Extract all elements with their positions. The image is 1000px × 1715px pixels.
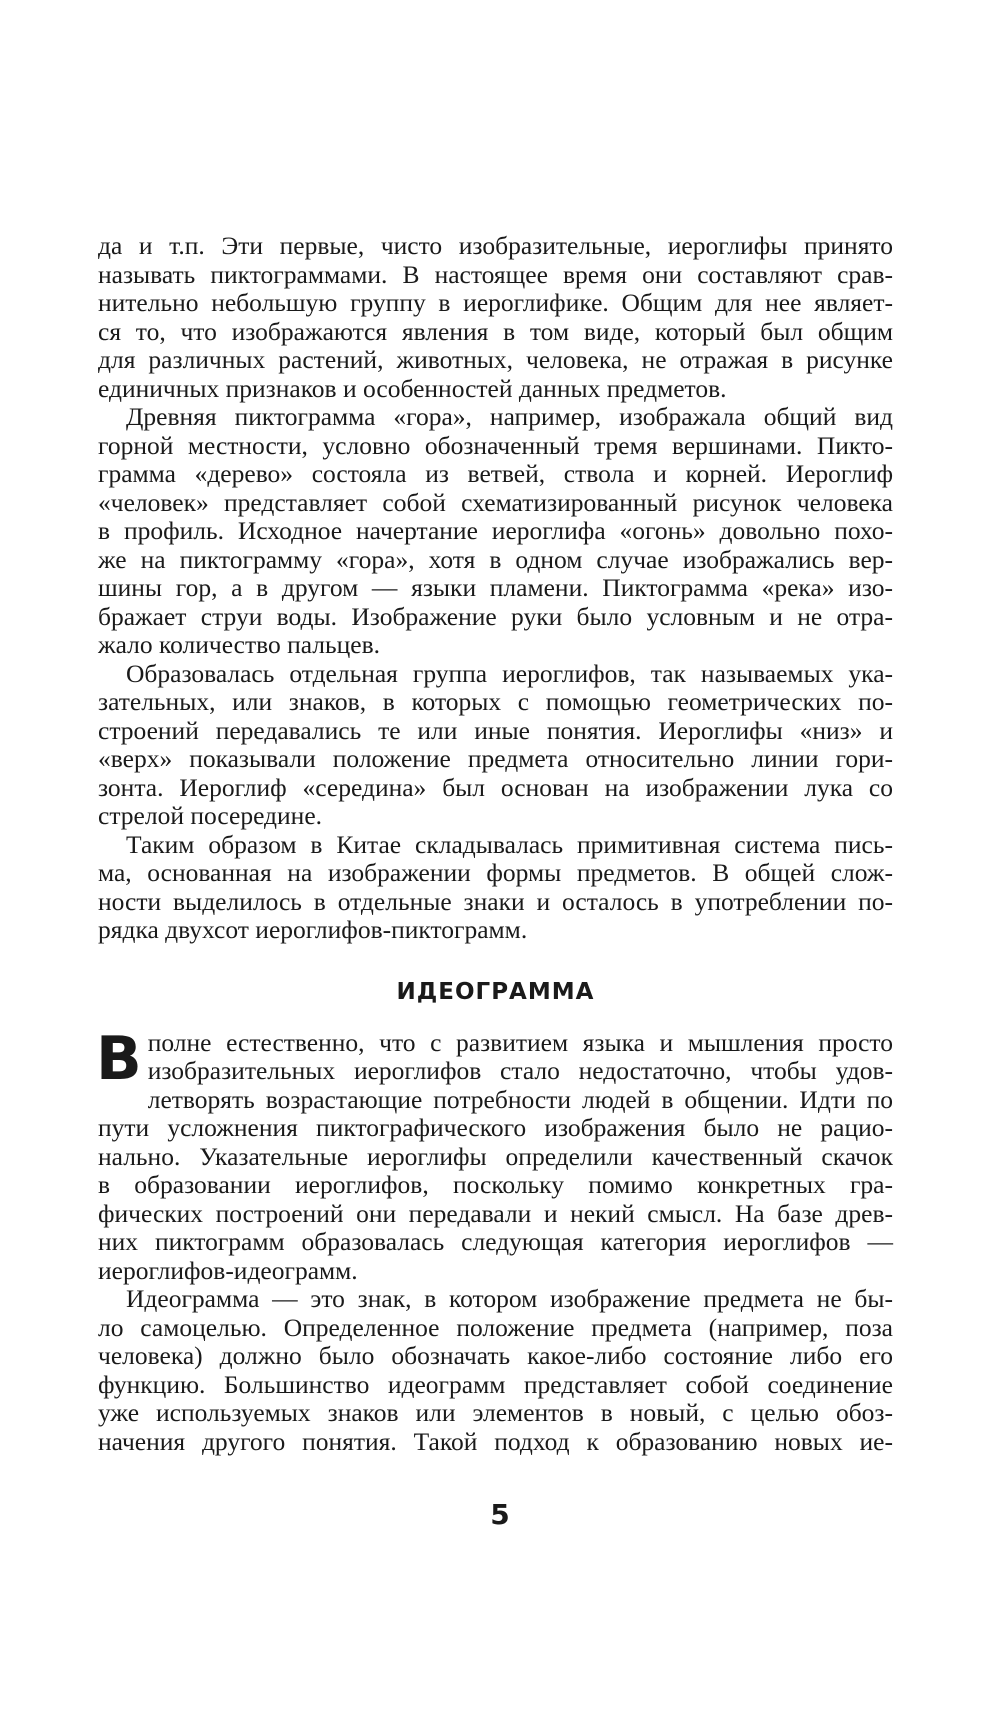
text-line: пути усложнения пиктографического изображения было не рацио- <box>98 1113 893 1142</box>
page-number: 5 <box>490 1498 510 1531</box>
text-line: жало количество пальцев. <box>98 630 381 659</box>
text-line: функцию. Большинство идеограмм представляет собой соединение <box>98 1369 893 1399</box>
text-line: нительно небольшую группу в иероглифике. Общим для нее являет- <box>98 288 893 317</box>
text-line: рядка двухсот иероглифов-пиктограмм. <box>98 915 528 944</box>
text-line: Таким образом в Китае складывалась примитивная система пись- <box>126 829 893 859</box>
text-line: «верх» показывали положение предмета относительно линии гори- <box>98 744 893 773</box>
text-line: единичных признаков и особенностей данных предметов. <box>98 373 727 403</box>
text-line: грамма «дерево» состояла из ветвей, ствола и корней. Иероглиф <box>98 459 893 488</box>
paragraph-2 <box>98 403 893 660</box>
text-line: них пиктограмм образовалась следующая категория иероглифов — <box>98 1227 893 1256</box>
text-line: начения другого понятия. Такой подход к образованию новых ие- <box>98 1426 893 1456</box>
text-line: «человек» представляет собой схематизированный рисунок человека <box>98 487 893 517</box>
text-line: ло самоцелью. Определенное положение предмета (например, поза <box>98 1312 893 1342</box>
text-line: стрелой посередине. <box>98 801 323 830</box>
paragraph-4 <box>98 831 893 945</box>
text-line: ся то, что изображаются явления в том виде, который был общим <box>98 316 893 346</box>
paragraph-1 <box>98 232 893 403</box>
section-title: ИДЕОГРАММА <box>396 978 595 1005</box>
text-line: называть пиктограммами. В настоящее время они составляют срав- <box>98 259 893 289</box>
drop-cap-letter: В <box>96 1023 142 1094</box>
text-line: шины гор, а в другом — языки пламени. Пиктограмма «река» изо- <box>98 573 893 602</box>
text-line: для различных растений, животных, человека, не отражая в рисунке <box>98 345 893 374</box>
text-line: же на пиктограмму «гора», хотя в одном случае изображались вер- <box>98 544 893 574</box>
text-line: строений передавались те или иные понятия. Иероглифы «низ» и <box>98 715 893 745</box>
text-line: бражает струи воды. Изображение руки было условным и не отра- <box>98 601 893 631</box>
text-line: Древняя пиктограмма «гора», например, изображала общий вид <box>126 402 893 431</box>
paragraph-3 <box>98 660 893 831</box>
paragraph-dropcap <box>96 1023 893 1286</box>
text-line: зательных, или знаков, в которых с помощью геометрических по- <box>98 687 893 716</box>
paragraph-last <box>98 1285 893 1456</box>
text-line: в профиль. Исходное начертание иероглифа «огонь» довольно похо- <box>98 516 893 545</box>
page-body <box>98 232 893 1456</box>
text-line: нально. Указательные иероглифы определили качественный скачок <box>98 1141 893 1171</box>
text-line: уже используемых знаков или элементов в новый, с целью обоз- <box>98 1398 893 1427</box>
text-line: ности выделилось в отдельные знаки и осталось в употреблении по- <box>98 886 893 916</box>
text-line: летворять возрастающие потребности людей в общении. Идти по <box>147 1084 893 1114</box>
text-line: да и т.п. Эти первые, чисто изобразительные, иероглифы принято <box>98 231 893 260</box>
text-line: изобразительных иероглифов стало недостаточно, чтобы удов- <box>147 1056 893 1085</box>
text-line: иероглифов-идеограмм. <box>98 1255 358 1285</box>
text-line: Образовалась отдельная группа иероглифов, так называемых ука- <box>126 658 893 688</box>
text-line: Идеограмма — это знак, в котором изображение предмета не бы- <box>126 1284 893 1313</box>
text-line: горной местности, условно обозначенный тремя вершинами. Пикто- <box>98 430 893 460</box>
text-line: ма, основанная на изображении формы предметов. В общей слож- <box>98 858 893 887</box>
text-line: в образовании иероглифов, поскольку помимо конкретных гра- <box>98 1170 893 1199</box>
text-line: человека) должно было обозначать какое-либо состояние либо его <box>98 1341 893 1370</box>
text-line: зонта. Иероглиф «середина» был основан на изображении лука со <box>98 772 893 802</box>
text-line: фических построений они передавали и некий смысл. На базе древ- <box>98 1198 893 1228</box>
text-line: полне естественно, что с развитием языка и мышления просто <box>147 1027 893 1057</box>
